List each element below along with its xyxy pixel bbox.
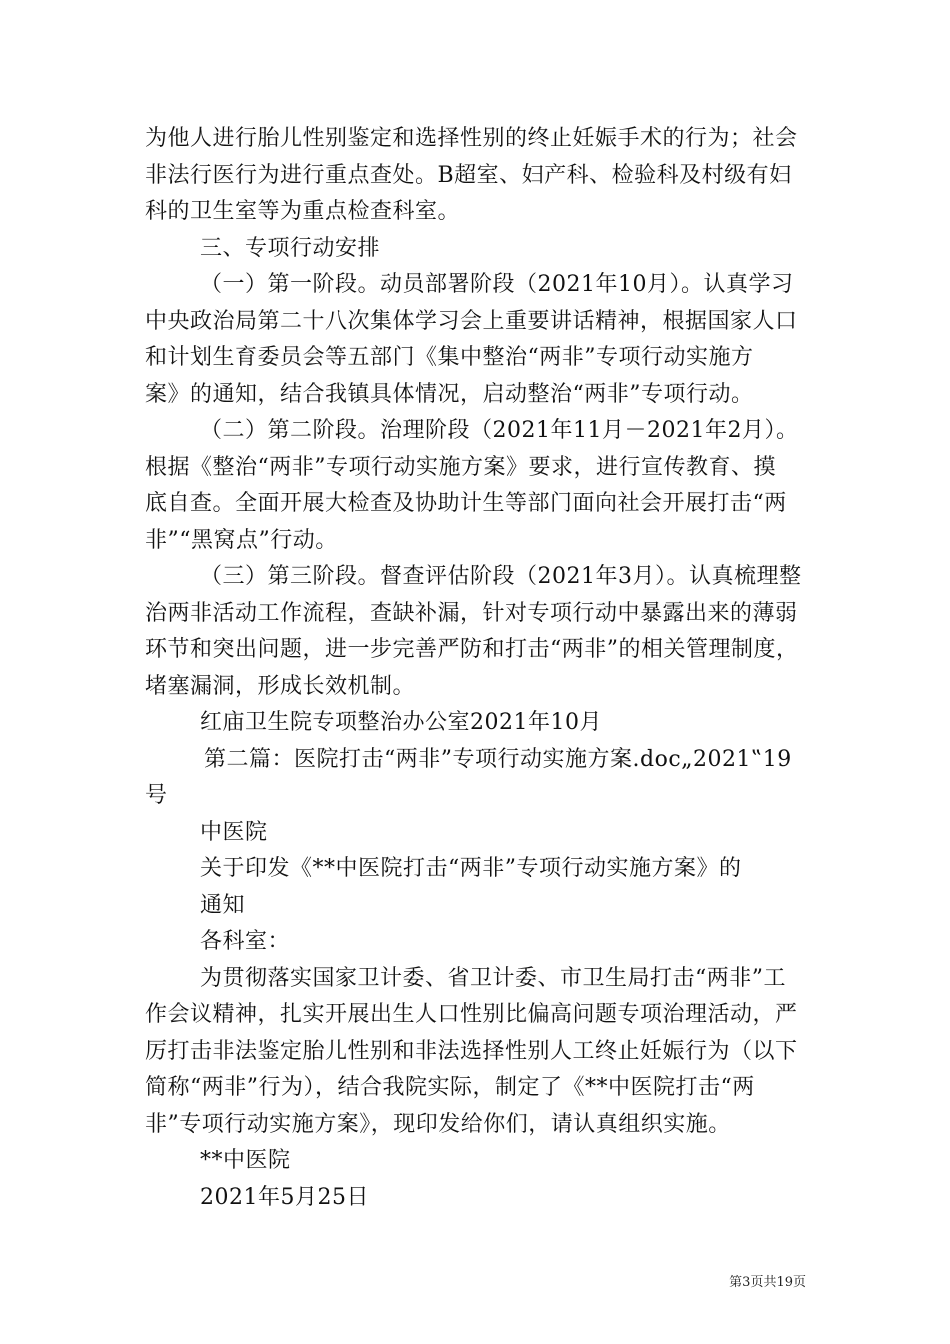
text-line: 中医院: [200, 820, 268, 845]
text-line: 非”“黑窝点”行动。: [145, 528, 338, 553]
text-line: 为他人进行胎儿性别鉴定和选择性别的终止妊娠手术的行为；社会: [145, 126, 798, 151]
text-line: （二）第二阶段。治理阶段（2021年11月－2021年2月）。: [200, 418, 799, 443]
text-line: 厉打击非法鉴定胎儿性别和非法选择性别人工终止妊娠行为（以下: [145, 1039, 798, 1064]
text-line: 环节和突出问题，进一步完善严防和打击“两非”的相关管理制度，: [145, 637, 799, 662]
text-line: 简称“两非”行为），结合我院实际，制定了《**中医院打击“两: [145, 1075, 755, 1100]
signature-line: **中医院: [200, 1148, 291, 1173]
text-line: 和计划生育委员会等五部门《集中整治“两非”专项行动实施方: [145, 345, 754, 370]
text-line: 为贯彻落实国家卫计委、省卫计委、市卫生局打击“两非”工: [200, 966, 786, 991]
text-line: 中央政治局第二十八次集体学习会上重要讲话精神，根据国家人口: [145, 309, 798, 334]
text-line: 底自查。全面开展大检查及协助计生等部门面向社会开展打击“两: [145, 491, 787, 516]
text-line: （一）第一阶段。动员部署阶段（2021年10月）。认真学习: [200, 272, 794, 297]
text-line: 堵塞漏洞，形成长效机制。: [145, 674, 416, 699]
text-line: 非”专项行动实施方案》，现印发给你们，请认真组织实施。: [145, 1112, 731, 1137]
section-heading: 三、专项行动安排: [200, 236, 381, 261]
text-line: 号: [145, 783, 168, 808]
chapter-heading: 第二篇：医院打击“两非”专项行动实施方案.doc„2021‟19: [204, 747, 792, 772]
text-line: 各科室：: [200, 929, 291, 954]
date-line: 2021年5月25日: [200, 1185, 369, 1210]
text-line: 治两非活动工作流程，查缺补漏，针对专项行动中暴露出来的薄弱: [145, 601, 798, 626]
signature-line: 红庙卫生院专项整治办公室2021年10月: [200, 710, 602, 735]
page-number: 第3页共19页: [729, 1275, 806, 1290]
text-line: 科的卫生室等为重点检查科室。: [145, 199, 461, 224]
text-line: 案》的通知，结合我镇具体情况，启动整治“两非”专项行动。: [145, 382, 754, 407]
text-line: 根据《整治“两非”专项行动实施方案》要求，进行宣传教育、摸: [145, 455, 776, 480]
text-line: 作会议精神，扎实开展出生人口性别比偏高问题专项治理活动，严: [145, 1002, 798, 1027]
text-line: 通知: [200, 893, 246, 918]
text-line: 关于印发《**中医院打击“两非”专项行动实施方案》的: [200, 856, 742, 881]
text-line: 非法行医行为进行重点查处。B超室、妇产科、检验科及村级有妇: [145, 163, 792, 188]
text-line: （三）第三阶段。督查评估阶段（2021年3月）。认真梳理整: [200, 564, 802, 589]
